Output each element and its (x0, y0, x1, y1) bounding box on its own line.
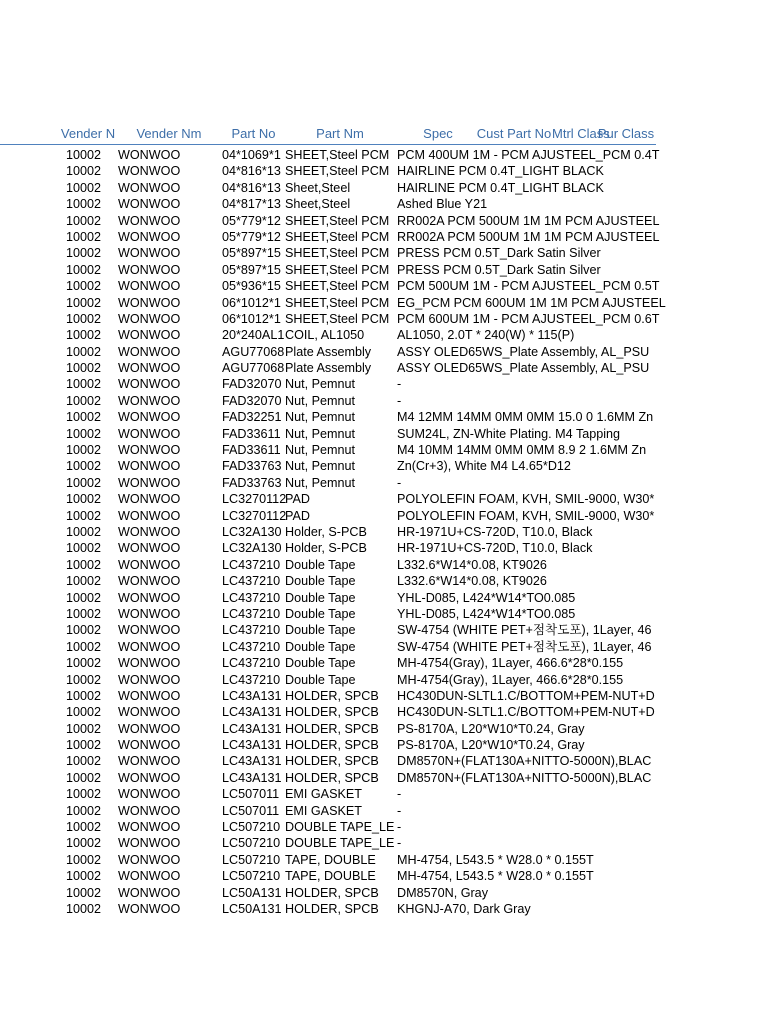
vender-nm-cell[interactable]: WONWOO (118, 213, 181, 228)
header-cust-part-no[interactable]: Cust Part No (476, 126, 552, 141)
vender-no-cell[interactable]: 10002 (66, 295, 102, 310)
part-nm-cell[interactable]: PAD (285, 508, 310, 523)
header-pur-class[interactable]: Pur Class (597, 126, 655, 141)
vender-nm-cell[interactable]: WONWOO (118, 426, 181, 441)
part-nm-cell[interactable]: HOLDER, SPCB (285, 705, 379, 720)
spec-cell[interactable]: - (397, 803, 402, 818)
header-mtrl-class[interactable]: Mtrl Class (552, 126, 610, 141)
part-no-cell[interactable]: LC32A130 (222, 524, 282, 539)
part-nm-cell[interactable]: DOUBLE TAPE_LE (285, 836, 395, 851)
vender-no-cell[interactable]: 10002 (66, 246, 102, 261)
part-nm-cell[interactable]: Double Tape (285, 639, 356, 654)
part-no-cell[interactable]: LC43A131 (222, 688, 282, 703)
part-no-cell[interactable]: LC43A131 (222, 754, 282, 769)
part-no-cell[interactable]: LC43A131 (222, 770, 282, 785)
table-row[interactable] (0, 147, 660, 163)
vender-nm-cell[interactable]: WONWOO (118, 246, 181, 261)
table-row[interactable] (0, 753, 656, 769)
vender-no-cell[interactable]: 10002 (66, 508, 102, 523)
part-no-cell[interactable]: LC437210 (222, 590, 281, 605)
table-row[interactable] (0, 491, 656, 507)
part-nm-cell[interactable]: TAPE, DOUBLE (285, 852, 376, 867)
vender-nm-cell[interactable]: WONWOO (118, 590, 181, 605)
vender-nm-cell[interactable]: WONWOO (118, 229, 181, 244)
vender-no-cell[interactable]: 10002 (66, 738, 102, 753)
vender-no-cell[interactable]: 10002 (66, 344, 102, 359)
table-row[interactable] (0, 770, 656, 786)
spec-cell[interactable]: - (397, 393, 402, 408)
spec-cell[interactable]: KHGNJ-A70, Dark Gray (397, 901, 531, 916)
spec-cell[interactable]: HAIRLINE PCM 0.4T_LIGHT BLACK (397, 164, 604, 179)
vender-no-cell[interactable]: 10002 (66, 606, 102, 621)
table-row[interactable] (0, 475, 656, 491)
vender-no-cell[interactable]: 10002 (66, 623, 102, 638)
table-row[interactable] (0, 721, 656, 737)
spec-cell[interactable]: YHL-D085, L424*W14*TO0.085 (397, 606, 576, 621)
table-row[interactable] (0, 590, 656, 606)
vender-no-cell[interactable]: 10002 (66, 492, 102, 507)
vender-nm-cell[interactable]: WONWOO (118, 180, 181, 195)
vender-nm-cell[interactable]: WONWOO (118, 770, 181, 785)
vender-no-cell[interactable]: 10002 (66, 426, 102, 441)
spec-cell[interactable]: HC430DUN-SLTL1.C/BOTTOM+PEM-NUT+D (397, 705, 655, 720)
part-nm-cell[interactable]: SHEET,Steel PCM (285, 279, 390, 294)
part-no-cell[interactable]: LC507011 (222, 803, 280, 818)
spec-cell[interactable]: EG_PCM PCM 600UM 1M 1M PCM AJUSTEEL (397, 295, 666, 310)
table-row[interactable] (0, 901, 656, 917)
table-row[interactable] (0, 213, 660, 229)
table-row[interactable] (0, 327, 656, 343)
vender-no-cell[interactable]: 10002 (66, 656, 102, 671)
spec-cell[interactable]: HR-1971U+CS-720D, T10.0, Black (397, 524, 593, 539)
part-nm-cell[interactable]: Nut, Pemnut (285, 410, 355, 425)
part-nm-cell[interactable]: Double Tape (285, 606, 356, 621)
vender-no-cell[interactable]: 10002 (66, 377, 102, 392)
table-row[interactable] (0, 557, 656, 573)
vender-nm-cell[interactable]: WONWOO (118, 262, 181, 277)
table-row[interactable] (0, 393, 656, 409)
vender-no-cell[interactable]: 10002 (66, 443, 102, 458)
part-no-cell[interactable]: FAD33763 (222, 459, 282, 474)
table-row[interactable] (0, 262, 656, 278)
vender-no-cell[interactable]: 10002 (66, 328, 102, 343)
vender-no-cell[interactable]: 10002 (66, 197, 102, 212)
spreadsheet-table (0, 124, 666, 917)
table-row[interactable] (0, 376, 656, 392)
part-nm-cell[interactable]: HOLDER, SPCB (285, 885, 379, 900)
table-row[interactable] (0, 295, 666, 311)
vender-nm-cell[interactable]: WONWOO (118, 279, 181, 294)
spec-cell[interactable]: Zn(Cr+3), White M4 L4.65*D12 (397, 459, 571, 474)
vender-no-cell[interactable]: 10002 (66, 901, 102, 916)
vender-nm-cell[interactable]: WONWOO (118, 377, 181, 392)
vender-nm-cell[interactable]: WONWOO (118, 295, 181, 310)
part-nm-cell[interactable]: HOLDER, SPCB (285, 721, 379, 736)
vender-no-cell[interactable]: 10002 (66, 820, 102, 835)
vender-no-cell[interactable]: 10002 (66, 459, 102, 474)
vender-nm-cell[interactable]: WONWOO (118, 475, 181, 490)
vender-no-cell[interactable]: 10002 (66, 213, 102, 228)
spec-cell[interactable]: ASSY OLED65WS_Plate Assembly, AL_PSU (397, 344, 650, 359)
table-body (0, 145, 666, 917)
table-row[interactable] (0, 835, 656, 851)
vender-no-cell[interactable]: 10002 (66, 279, 102, 294)
part-no-cell[interactable]: LC3270112 (222, 492, 287, 507)
part-nm-cell[interactable]: SHEET,Steel PCM (285, 164, 390, 179)
part-no-cell[interactable]: 05*897*15 (222, 262, 281, 277)
spec-cell[interactable]: - (397, 475, 402, 490)
vender-no-cell[interactable]: 10002 (66, 557, 102, 572)
spec-cell[interactable]: YHL-D085, L424*W14*TO0.085 (397, 590, 576, 605)
spec-cell[interactable]: PRESS PCM 0.5T_Dark Satin Silver (397, 246, 601, 261)
vender-nm-cell[interactable]: WONWOO (118, 672, 181, 687)
vender-no-cell[interactable]: 10002 (66, 770, 102, 785)
part-no-cell[interactable]: 05*897*15 (222, 246, 281, 261)
vender-nm-cell[interactable]: WONWOO (118, 328, 181, 343)
part-nm-cell[interactable]: COIL, AL1050 (285, 328, 365, 343)
header-vender-nm[interactable]: Vender Nm (136, 126, 202, 141)
part-nm-cell[interactable]: EMI GASKET (285, 787, 362, 802)
table-row[interactable] (0, 409, 656, 425)
part-nm-cell[interactable]: HOLDER, SPCB (285, 901, 379, 916)
spec-cell[interactable]: ASSY OLED65WS_Plate Assembly, AL_PSU (397, 361, 650, 376)
part-nm-cell[interactable]: SHEET,Steel PCM (285, 246, 390, 261)
spec-cell[interactable]: HAIRLINE PCM 0.4T_LIGHT BLACK (397, 180, 604, 195)
vender-no-cell[interactable]: 10002 (66, 787, 102, 802)
part-no-cell[interactable]: LC43A131 (222, 721, 282, 736)
vender-no-cell[interactable]: 10002 (66, 590, 102, 605)
part-nm-cell[interactable]: HOLDER, SPCB (285, 688, 379, 703)
spec-cell[interactable]: PS-8170A, L20*W10*T0.24, Gray (397, 738, 585, 753)
spec-cell[interactable]: M4 12MM 14MM 0MM 0MM 15.0 0 1.6MM Zn (397, 410, 654, 425)
part-nm-cell[interactable]: DOUBLE TAPE_LE (285, 820, 395, 835)
part-nm-cell[interactable]: Nut, Pemnut (285, 377, 355, 392)
spec-cell[interactable]: MH-4754, L543.5 * W28.0 * 0.155T (397, 852, 594, 867)
vender-nm-cell[interactable]: WONWOO (118, 901, 181, 916)
vender-no-cell[interactable]: 10002 (66, 164, 102, 179)
vender-no-cell[interactable]: 10002 (66, 541, 102, 556)
part-no-cell[interactable]: LC50A131 (222, 885, 282, 900)
part-nm-cell[interactable]: Holder, S-PCB (285, 524, 367, 539)
part-nm-cell[interactable]: Double Tape (285, 623, 356, 638)
table-row[interactable] (0, 196, 656, 212)
vender-nm-cell[interactable]: WONWOO (118, 148, 181, 162)
vender-nm-cell[interactable]: WONWOO (118, 541, 181, 556)
spec-cell[interactable]: - (397, 820, 402, 835)
spec-cell[interactable]: RR002A PCM 500UM 1M 1M PCM AJUSTEEL (397, 213, 660, 228)
vender-no-cell[interactable]: 10002 (66, 672, 102, 687)
part-no-cell[interactable]: AGU77068 (222, 361, 285, 376)
vender-nm-cell[interactable]: WONWOO (118, 410, 181, 425)
table-row[interactable] (0, 819, 656, 835)
part-no-cell[interactable]: AGU77068 (222, 344, 285, 359)
part-nm-cell[interactable]: Double Tape (285, 656, 356, 671)
part-no-cell[interactable]: LC507210 (222, 836, 281, 851)
table-row[interactable] (0, 442, 656, 458)
part-nm-cell[interactable]: SHEET,Steel PCM (285, 295, 390, 310)
spec-cell[interactable]: - (397, 836, 402, 851)
vender-no-cell[interactable]: 10002 (66, 836, 102, 851)
vender-no-cell[interactable]: 10002 (66, 688, 102, 703)
part-no-cell[interactable]: LC43A131 (222, 705, 282, 720)
part-no-cell[interactable]: FAD33763 (222, 475, 282, 490)
part-no-cell[interactable]: 06*1012*1 (222, 295, 281, 310)
vender-nm-cell[interactable]: WONWOO (118, 492, 181, 507)
table-row[interactable] (0, 540, 656, 556)
spec-cell[interactable]: MH-4754, L543.5 * W28.0 * 0.155T (397, 869, 594, 884)
spec-cell[interactable]: DM8570N, Gray (397, 885, 488, 900)
spec-cell[interactable]: M4 10MM 14MM 0MM 0MM 8.9 2 1.6MM Zn (397, 443, 647, 458)
vender-no-cell[interactable]: 10002 (66, 475, 102, 490)
part-nm-cell[interactable]: Nut, Pemnut (285, 426, 355, 441)
part-no-cell[interactable]: LC3270112 (222, 508, 287, 523)
part-no-cell[interactable]: 06*1012*1 (222, 311, 281, 326)
table-row[interactable] (0, 180, 656, 196)
spec-cell[interactable]: PRESS PCM 0.5T_Dark Satin Silver (397, 262, 601, 277)
part-nm-cell[interactable]: HOLDER, SPCB (285, 738, 379, 753)
vender-nm-cell[interactable]: WONWOO (118, 311, 181, 326)
part-nm-cell[interactable]: Nut, Pemnut (285, 459, 355, 474)
part-nm-cell[interactable]: Double Tape (285, 574, 356, 589)
table-row[interactable] (0, 311, 660, 327)
table-row[interactable] (0, 508, 656, 524)
part-no-cell[interactable]: LC437210 (222, 574, 281, 589)
vender-nm-cell[interactable]: WONWOO (118, 705, 181, 720)
part-no-cell[interactable]: FAD32070 (222, 377, 282, 392)
part-nm-cell[interactable]: HOLDER, SPCB (285, 754, 379, 769)
table-row[interactable] (0, 606, 656, 622)
vender-nm-cell[interactable]: WONWOO (118, 361, 181, 376)
spec-cell[interactable]: SW-4754 (WHITE PET+점착도포), 1Layer, 46 (397, 639, 652, 654)
table-row[interactable] (0, 163, 656, 179)
vender-nm-cell[interactable]: WONWOO (118, 164, 181, 179)
part-nm-cell[interactable]: Nut, Pemnut (285, 475, 355, 490)
vender-no-cell[interactable]: 10002 (66, 229, 102, 244)
table-row[interactable] (0, 704, 656, 720)
vender-no-cell[interactable]: 10002 (66, 311, 102, 326)
part-nm-cell[interactable]: TAPE, DOUBLE (285, 869, 376, 884)
table-row[interactable] (0, 639, 656, 655)
vender-nm-cell[interactable]: WONWOO (118, 524, 181, 539)
spec-cell[interactable]: HC430DUN-SLTL1.C/BOTTOM+PEM-NUT+D (397, 688, 655, 703)
part-no-cell[interactable]: LC437210 (222, 656, 281, 671)
vender-no-cell[interactable]: 10002 (66, 852, 102, 867)
spec-cell[interactable]: AL1050, 2.0T * 240(W) * 115(P) (397, 328, 575, 343)
part-nm-cell[interactable]: SHEET,Steel PCM (285, 262, 390, 277)
spec-cell[interactable]: SUM24L, ZN-White Plating. M4 Tapping (397, 426, 621, 441)
vender-nm-cell[interactable]: WONWOO (118, 508, 181, 523)
vender-nm-cell[interactable]: WONWOO (118, 393, 181, 408)
spec-cell[interactable]: - (397, 787, 402, 802)
header-row (0, 124, 656, 145)
vender-nm-cell[interactable]: WONWOO (118, 557, 181, 572)
part-nm-cell[interactable]: Sheet,Steel (285, 197, 351, 212)
part-no-cell[interactable]: 20*240AL1 (222, 328, 285, 343)
part-nm-cell[interactable]: Holder, S-PCB (285, 541, 367, 556)
part-no-cell[interactable]: LC43A131 (222, 738, 282, 753)
part-no-cell[interactable]: LC437210 (222, 623, 281, 638)
part-nm-cell[interactable]: SHEET,Steel PCM (285, 213, 390, 228)
spec-cell[interactable]: PCM 500UM 1M - PCM AJUSTEEL_PCM 0.5T (397, 279, 660, 294)
vender-no-cell[interactable]: 10002 (66, 361, 102, 376)
vender-nm-cell[interactable]: WONWOO (118, 885, 181, 900)
vender-no-cell[interactable]: 10002 (66, 885, 102, 900)
part-no-cell[interactable]: 05*936*15 (222, 279, 281, 294)
part-nm-cell[interactable]: Double Tape (285, 557, 356, 572)
vender-no-cell[interactable]: 10002 (66, 754, 102, 769)
part-no-cell[interactable]: LC507210 (222, 852, 281, 867)
vender-nm-cell[interactable]: WONWOO (118, 836, 181, 851)
vender-nm-cell[interactable]: WONWOO (118, 754, 181, 769)
vender-no-cell[interactable]: 10002 (66, 180, 102, 195)
vender-nm-cell[interactable]: WONWOO (118, 459, 181, 474)
spec-cell[interactable]: RR002A PCM 500UM 1M 1M PCM AJUSTEEL (397, 229, 660, 244)
vender-nm-cell[interactable]: WONWOO (118, 721, 181, 736)
part-no-cell[interactable]: FAD32251 (222, 410, 282, 425)
spec-cell[interactable]: PCM 400UM 1M - PCM AJUSTEEL_PCM 0.4T (397, 148, 660, 162)
table-row[interactable] (0, 458, 656, 474)
spec-cell[interactable]: DM8570N+(FLAT130A+NITTO-5000N),BLAC (397, 754, 652, 769)
part-no-cell[interactable]: LC50A131 (222, 901, 282, 916)
part-nm-cell[interactable]: Double Tape (285, 672, 356, 687)
part-no-cell[interactable]: LC32A130 (222, 541, 282, 556)
vender-no-cell[interactable]: 10002 (66, 705, 102, 720)
vender-nm-cell[interactable]: WONWOO (118, 656, 181, 671)
spec-cell[interactable]: MH-4754(Gray), 1Layer, 466.6*28*0.155 (397, 656, 624, 671)
spec-cell[interactable]: PS-8170A, L20*W10*T0.24, Gray (397, 721, 585, 736)
table-row[interactable] (0, 688, 656, 704)
part-nm-cell[interactable]: SHEET,Steel PCM (285, 311, 390, 326)
part-no-cell[interactable]: LC437210 (222, 606, 281, 621)
table-row[interactable] (0, 573, 656, 589)
vender-no-cell[interactable]: 10002 (66, 393, 102, 408)
part-nm-cell[interactable]: Nut, Pemnut (285, 393, 355, 408)
vender-nm-cell[interactable]: WONWOO (118, 197, 181, 212)
spec-cell[interactable]: MH-4754(Gray), 1Layer, 466.6*28*0.155 (397, 672, 624, 687)
table-row[interactable] (0, 229, 660, 245)
table-row[interactable] (0, 360, 656, 376)
part-no-cell[interactable]: 04*816*13 (222, 180, 281, 195)
spec-cell[interactable]: SW-4754 (WHITE PET+점착도포), 1Layer, 46 (397, 623, 652, 638)
spec-cell[interactable]: POLYOLEFIN FOAM, KVH, SMIL-9000, W30* (397, 508, 655, 523)
vender-nm-cell[interactable]: WONWOO (118, 688, 181, 703)
vender-nm-cell[interactable]: WONWOO (118, 820, 181, 835)
vender-nm-cell[interactable]: WONWOO (118, 869, 181, 884)
part-no-cell[interactable]: 04*816*13 (222, 164, 281, 179)
part-no-cell[interactable]: LC437210 (222, 639, 281, 654)
vender-nm-cell[interactable]: WONWOO (118, 738, 181, 753)
vender-nm-cell[interactable]: WONWOO (118, 344, 181, 359)
part-nm-cell[interactable]: PAD (285, 492, 310, 507)
part-no-cell[interactable]: FAD33611 (222, 443, 281, 458)
vender-nm-cell[interactable]: WONWOO (118, 443, 181, 458)
part-nm-cell[interactable]: Sheet,Steel (285, 180, 351, 195)
header-part-nm[interactable]: Part Nm (316, 126, 364, 141)
part-nm-cell[interactable]: SHEET,Steel PCM (285, 229, 390, 244)
vender-no-cell[interactable]: 10002 (66, 721, 102, 736)
part-nm-cell[interactable]: EMI GASKET (285, 803, 362, 818)
vender-nm-cell[interactable]: WONWOO (118, 852, 181, 867)
part-no-cell[interactable]: LC437210 (222, 557, 281, 572)
table-row[interactable] (0, 737, 656, 753)
vender-nm-cell[interactable]: WONWOO (118, 803, 181, 818)
vender-nm-cell[interactable]: WONWOO (118, 639, 181, 654)
table-row[interactable] (0, 672, 656, 688)
header-spec[interactable]: Spec (423, 126, 453, 141)
vender-nm-cell[interactable]: WONWOO (118, 606, 181, 621)
part-no-cell[interactable]: LC507210 (222, 820, 281, 835)
vender-no-cell[interactable]: 10002 (66, 803, 102, 818)
header-part-no[interactable]: Part No (231, 126, 276, 141)
part-nm-cell[interactable]: Double Tape (285, 590, 356, 605)
table-row[interactable] (0, 524, 656, 540)
part-nm-cell[interactable]: HOLDER, SPCB (285, 770, 379, 785)
part-nm-cell[interactable]: Nut, Pemnut (285, 443, 355, 458)
spec-cell[interactable]: Ashed Blue Y21 (397, 197, 488, 212)
table-row[interactable] (0, 655, 656, 671)
table-row[interactable] (0, 868, 656, 884)
part-no-cell[interactable]: FAD33611 (222, 426, 281, 441)
table-row[interactable] (0, 852, 656, 868)
table-row[interactable] (0, 344, 656, 360)
part-no-cell[interactable]: 05*779*12 (222, 213, 281, 228)
table-row[interactable] (0, 885, 656, 901)
vender-no-cell[interactable]: 10002 (66, 410, 102, 425)
part-nm-cell[interactable]: Plate Assembly (285, 361, 372, 376)
part-no-cell[interactable]: FAD32070 (222, 393, 282, 408)
spec-cell[interactable]: POLYOLEFIN FOAM, KVH, SMIL-9000, W30* (397, 492, 655, 507)
header-vender-no[interactable]: Vender N (60, 126, 116, 141)
part-no-cell[interactable]: LC507210 (222, 869, 281, 884)
table-row[interactable] (0, 622, 656, 638)
vender-no-cell[interactable]: 10002 (66, 262, 102, 277)
table-row[interactable] (0, 803, 656, 819)
part-nm-cell[interactable]: Plate Assembly (285, 344, 372, 359)
vender-nm-cell[interactable]: WONWOO (118, 574, 181, 589)
spec-cell[interactable]: L332.6*W14*0.08, KT9026 (397, 574, 547, 589)
spec-cell[interactable]: DM8570N+(FLAT130A+NITTO-5000N),BLAC (397, 770, 652, 785)
table-row[interactable] (0, 278, 660, 294)
spec-cell[interactable]: - (397, 377, 402, 392)
spec-cell[interactable]: L332.6*W14*0.08, KT9026 (397, 557, 547, 572)
part-no-cell[interactable]: LC507011 (222, 787, 280, 802)
table-row[interactable] (0, 426, 656, 442)
part-nm-cell[interactable]: SHEET,Steel PCM (285, 148, 390, 162)
vender-no-cell[interactable]: 10002 (66, 639, 102, 654)
table-row[interactable] (0, 786, 656, 802)
vender-no-cell[interactable]: 10002 (66, 148, 102, 162)
part-no-cell[interactable]: 04*817*13 (222, 197, 281, 212)
part-no-cell[interactable]: 04*1069*1 (222, 148, 281, 162)
spec-cell[interactable]: PCM 600UM 1M - PCM AJUSTEEL_PCM 0.6T (397, 311, 660, 326)
vender-nm-cell[interactable]: WONWOO (118, 623, 181, 638)
vender-no-cell[interactable]: 10002 (66, 574, 102, 589)
part-no-cell[interactable]: LC437210 (222, 672, 281, 687)
vender-no-cell[interactable]: 10002 (66, 524, 102, 539)
vender-no-cell[interactable]: 10002 (66, 869, 102, 884)
part-no-cell[interactable]: 05*779*12 (222, 229, 281, 244)
table-row[interactable] (0, 245, 656, 261)
spec-cell[interactable]: HR-1971U+CS-720D, T10.0, Black (397, 541, 593, 556)
vender-nm-cell[interactable]: WONWOO (118, 787, 181, 802)
